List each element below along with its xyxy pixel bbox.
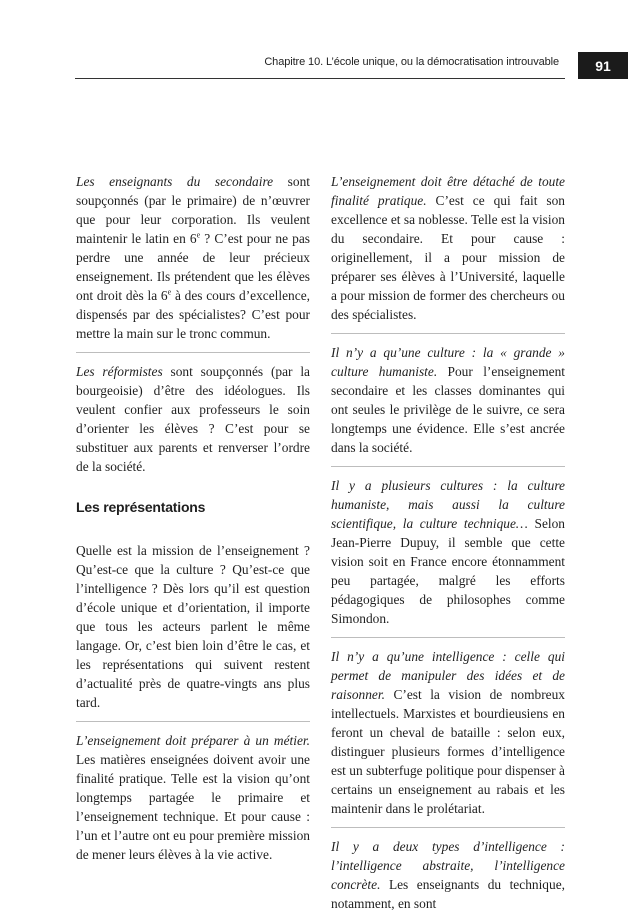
paragraph-text: ? C’est pour ne pas perdre une année de leur précieux enseignement. Ils prétendent que les élèves ont droit dès la 6 bbox=[76, 231, 310, 303]
paragraph-text: Pour l’enseignement secondaire et les classes dominantes qui ont seules le privilège de le suivre, ce sera longtemps une évidence. Elle s’est ancrée dans la société. bbox=[331, 364, 565, 455]
paragraph-text: C’est la vision de nombreux intellectuels. Marxistes et bourdieusiens en feront un cheval de bataille : selon eux, distinguer plusieurs formes d’intelligence est un subterfuge politique pour dispenser à certains un enseignement au rabais et les maintenir dans le prolétariat. bbox=[331, 687, 565, 816]
section-heading: Les représentations bbox=[76, 499, 206, 515]
running-title: Chapitre 10. L’école unique, ou la démocratisation introuvable bbox=[264, 56, 559, 68]
paragraph-lead: Les enseignants du secondaire bbox=[76, 174, 274, 189]
paragraph bbox=[331, 466, 565, 628]
paragraph-lead: Il y a plusieurs cultures : la culture humaniste, mais aussi la culture scientifique, la culture technique… bbox=[331, 478, 565, 531]
paragraph: Quelle est la mission de l’enseignement ? Qu’est-ce que la culture ? Qu’est-ce que l’intelligence ? Dès lors qu’il est question d’école unique et d’orientation, il importe que tous les acteurs parlent le même langage. Or, c’est bien loin d’être le cas, et les représentations qui suivent restent d’actualité près de quatre-vingts ans plus tard. bbox=[76, 543, 310, 710]
paragraph bbox=[331, 827, 565, 913]
paragraph-text: sont soupçonnés (par la bourgeoisie) d’être des idéologues. Ils veulent confier aux professeurs le soin d’orienter les élèves ? C’est pour se substituer aux parents et renverser l’ordre de la société. bbox=[76, 364, 310, 474]
paragraph-text: Les enseignants du technique, notamment, en sont bbox=[331, 877, 565, 911]
paragraph-lead: Les réformistes bbox=[76, 364, 163, 379]
paragraph-text: Les matières enseignées doivent avoir une finalité pratique. Telle est la vision qu’ont longtemps partagée le primaire et l’enseignement technique. Et pour cause : l’un et l’autre ont eu pour première mission de mener leurs élèves à la vie active. bbox=[76, 752, 310, 862]
paragraph-lead: Il n’y a qu’une intelligence : celle qui permet de manipuler des idées et de raisonner. bbox=[331, 649, 565, 702]
paragraph-lead: L’enseignement doit préparer à un métier. bbox=[76, 733, 310, 748]
page-number: 91 bbox=[578, 52, 628, 79]
superscript: e bbox=[196, 230, 201, 240]
running-header bbox=[75, 52, 565, 79]
paragraph bbox=[76, 352, 310, 476]
left-column bbox=[76, 172, 310, 873]
superscript: e bbox=[167, 287, 172, 297]
paragraph-text: C’est ce qui fait son excellence et sa noblesse. Telle est la vision du secondaire. Et pour cause : originellement, il a pour mission de préparer ses élèves à l’Université, laquelle a pour mission de former des chercheurs ou des spécialistes. bbox=[331, 193, 565, 322]
paragraph-text: à des cours d’excellence, dispensés par des spécialistes? C’est pour mettre la main sur le tronc commun. bbox=[76, 288, 310, 341]
paragraph-lead: Il n’y a qu’une culture : la « grande » culture humaniste. bbox=[331, 345, 565, 379]
paragraph bbox=[76, 721, 310, 864]
paragraph bbox=[331, 333, 565, 457]
paragraph-text: sont soupçonnés (par le primaire) de n’œuvrer que pour leur corporation. Ils veulent maintenir le latin en 6 bbox=[76, 174, 310, 246]
right-column bbox=[331, 172, 565, 922]
paragraph-text: Selon Jean-Pierre Dupuy, il semble que cette vision soit en France encore étonnamment peu partagée, malgré les efforts pédagogiques de philosophes comme Simondon. bbox=[331, 516, 565, 626]
paragraph bbox=[76, 172, 310, 343]
paragraph bbox=[331, 172, 565, 324]
paragraph-lead: Il y a deux types d’intelligence : l’intelligence abstraite, l’intelligence concrète. bbox=[331, 839, 565, 892]
paragraph-lead: L’enseignement doit être détaché de toute finalité pratique. bbox=[331, 174, 565, 208]
paragraph bbox=[331, 637, 565, 818]
